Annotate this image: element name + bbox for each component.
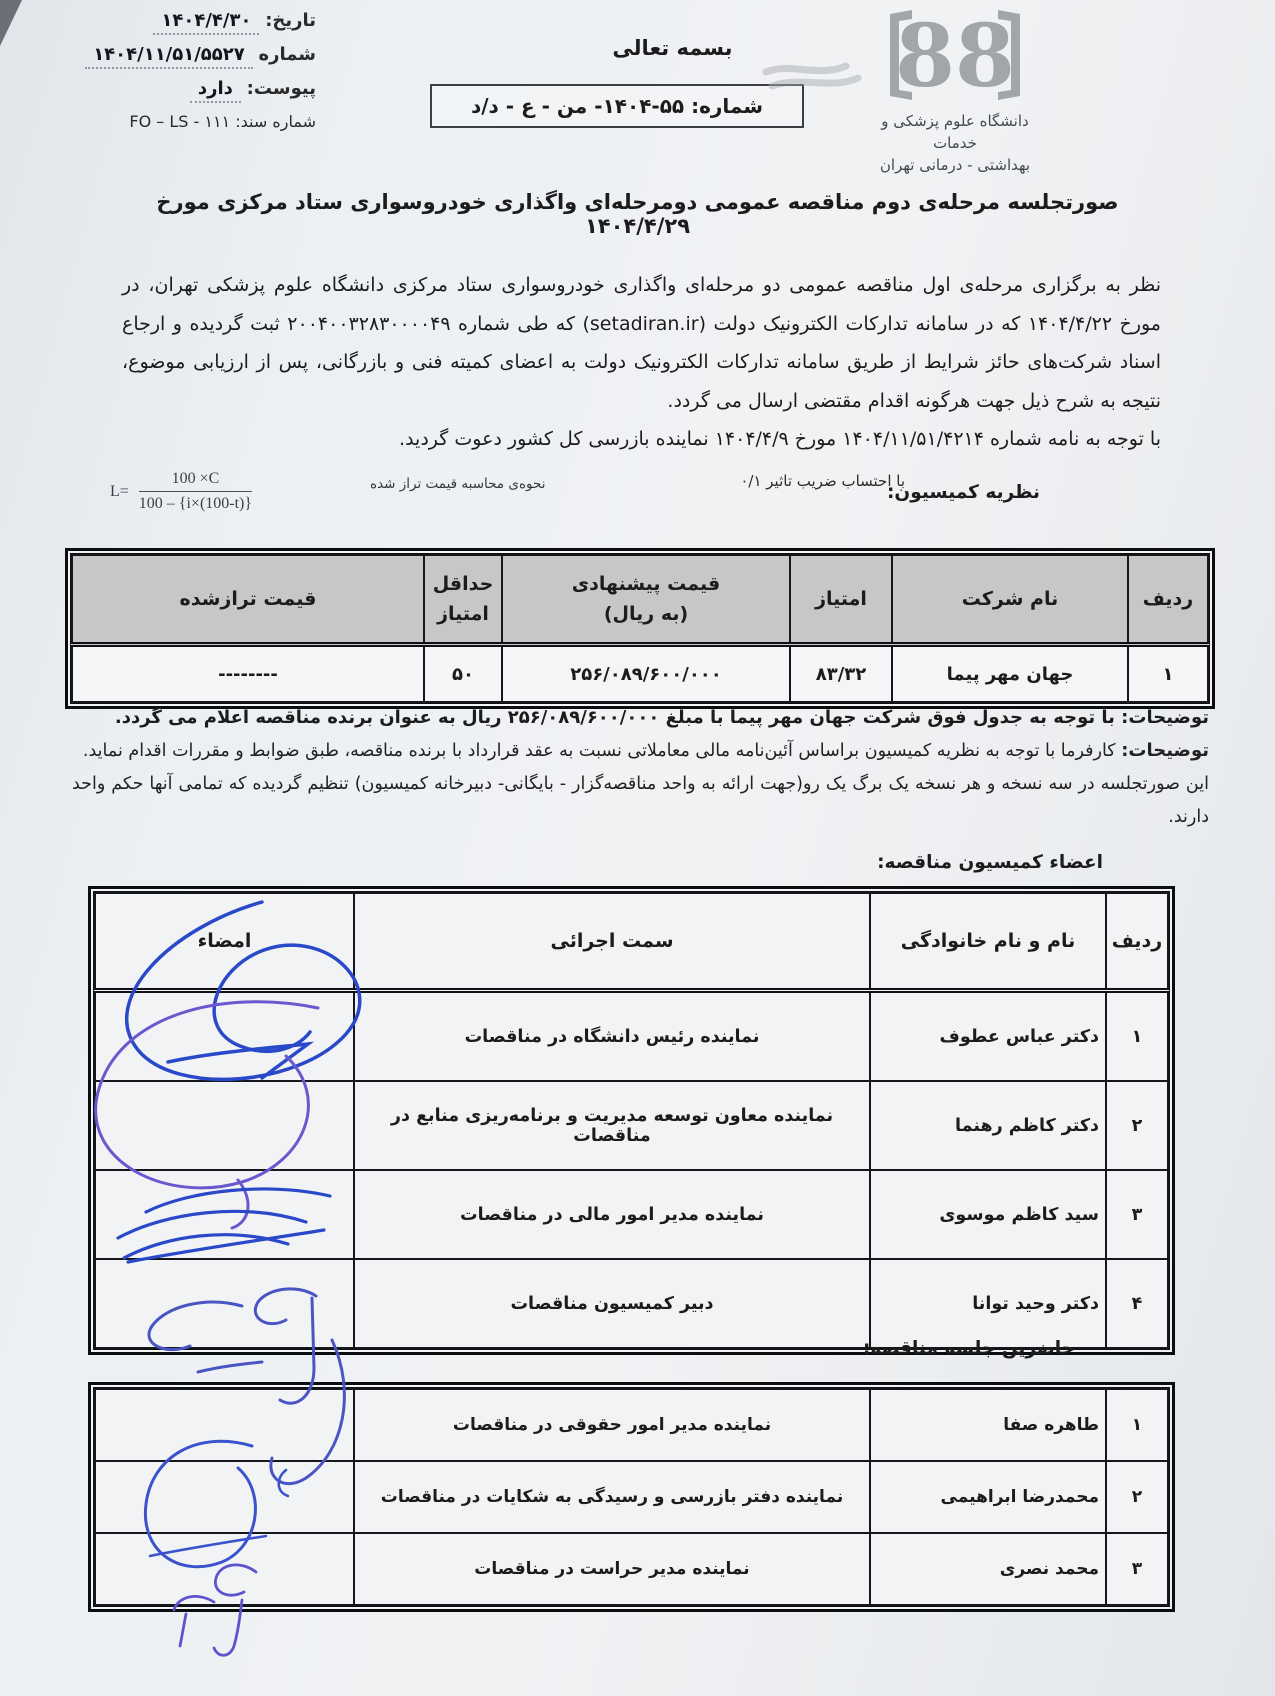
notes-block xyxy=(72,702,1209,834)
doc-number-label: شماره سند: xyxy=(235,112,316,131)
attendee-role: نماینده مدیر حراست در مناقصات xyxy=(354,1533,870,1605)
meta-date xyxy=(16,10,316,31)
attendee-role: نماینده دفتر بازرسی و رسیدگی به شکایات در مناقصات xyxy=(354,1461,870,1533)
formula-numerator: 100 ×C xyxy=(139,470,252,492)
member-row: ۱ دکتر عباس عطوف نماینده رئیس دانشگاه در مناقصات xyxy=(95,991,1168,1082)
member-row: ۲ دکتر کاظم رهنما نماینده معاون توسعه مدیریت و برنامه‌ریزی منابع در مناقصات xyxy=(95,1081,1168,1170)
members-table xyxy=(88,886,1175,1355)
member-signature-cell xyxy=(95,1259,354,1348)
member-signature-cell xyxy=(95,1170,354,1259)
university-header xyxy=(860,6,1050,176)
notes-line-2: توضیحات: کارفرما با توجه به نظریه کمیسیون براساس آئین‌نامه مالی معاملاتی نسبت به عقد قرارداد با برنده مناقصه، طبق ضوابط و مقررات اقدام نماید. xyxy=(82,740,1209,761)
svg-text:88: 88 xyxy=(895,6,1015,104)
attendee-signature-cell xyxy=(95,1533,354,1605)
letter-meta xyxy=(16,10,316,144)
letter-number-box xyxy=(430,84,804,128)
attendee-signature-cell xyxy=(95,1389,354,1461)
attendee-name: محمدرضا ابراهیمی xyxy=(870,1461,1106,1533)
university-name: دانشگاه علوم پزشکی و خدمات بهداشتی - درمانی تهران xyxy=(879,112,1031,174)
formula-fraction xyxy=(139,470,252,513)
bid-table-header-row xyxy=(72,555,1208,645)
bid-table xyxy=(65,548,1215,709)
attendee-signature-cell xyxy=(95,1461,354,1533)
member-signature-cell xyxy=(95,991,354,1082)
meta-doc-number xyxy=(16,112,316,131)
bid-adjusted-price: -------- xyxy=(72,645,424,703)
university-logo-icon xyxy=(880,6,1030,108)
body-paragraph-2: با توجه به نامه شماره ۱۴۰۴/۱۱/۵۱/۴۲۱۴ مورخ ۱۴۰۴/۴/۹ نماینده بازرسی کل کشور دعوت گردید. xyxy=(399,428,1161,450)
notes-line-3: این صورتجلسه در سه نسخه و هر نسخه یک برگ یک رو(جهت ارائه به واحد مناقصه‌گزار - بایگانی- دبیرخانه کمیسیون) تنظیم گردیده که تمامی آنها حکم واحد دارند. xyxy=(72,774,1209,827)
col-header-price: قیمت پیشنهادی (به ریال) xyxy=(502,555,790,645)
member-role: نماینده رئیس دانشگاه در مناقصات xyxy=(354,991,870,1082)
bid-table-row xyxy=(72,645,1208,703)
commission-opinion-label: نظریه کمیسیون: xyxy=(887,482,1040,503)
attendee-name: طاهره صفا xyxy=(870,1389,1106,1461)
date-label: تاریخ: xyxy=(265,10,316,31)
formula-note: نحوه‌ی محاسبه قیمت تراز شده xyxy=(370,476,546,492)
notes-line-2-label: توضیحات: xyxy=(1121,740,1209,761)
notes-line-1: توضیحات: با توجه به جدول فوق شرکت جهان مهر پیما با مبلغ ۲۵۶/۰۸۹/۶۰۰/۰۰۰ ریال به عنوان برنده مناقصه اعلام می گردد. xyxy=(114,707,1209,728)
member-role: نماینده مدیر امور مالی در مناقصات xyxy=(354,1170,870,1259)
members-header-row xyxy=(95,893,1168,991)
col-header-row: ردیف xyxy=(1128,555,1208,645)
formula-denominator: 100 – {i×(100-t)} xyxy=(138,495,253,512)
doc-number-value: FO – LS - ۱۱۱ xyxy=(129,112,231,131)
attendee-role: نماینده مدیر امور حقوقی در مناقصات xyxy=(354,1389,870,1461)
bid-min-score: ۵۰ xyxy=(424,645,502,703)
attachment-value: دارد xyxy=(190,78,241,103)
letter-number: شماره: ۵۵-۱۴۰۴- من - ع - د/د xyxy=(470,94,764,118)
bid-score: ۸۳/۳۲ xyxy=(790,645,892,703)
price-formula xyxy=(110,470,252,513)
member-row: ۴ دکتر وحید توانا دبیر کمیسیون مناقصات xyxy=(95,1259,1168,1348)
page-title: صورتجلسه مرحله‌ی دوم مناقصه عمومی دومرحله‌ای واگذاری خودروسواری ستاد مرکزی مورخ ۱۴۰۴/۴/۲۹ xyxy=(156,190,1119,238)
members-heading: اعضاء کمیسیون مناقصه: xyxy=(877,852,1103,873)
member-role: نماینده معاون توسعه مدیریت و برنامه‌ریزی منابع در مناقصات xyxy=(354,1081,870,1170)
col-header-company: نام شرکت xyxy=(892,555,1128,645)
member-name: دکتر عباس عطوف xyxy=(870,991,1106,1082)
meta-attachment xyxy=(16,78,316,99)
attendee-name: محمد نصری xyxy=(870,1533,1106,1605)
body-text xyxy=(122,266,1161,459)
members-col-role: سمت اجرائی xyxy=(354,893,870,991)
coefficient-note: با احتساب ضریب تاثیر ۰/۱ xyxy=(740,472,905,490)
bid-row-number: ۱ xyxy=(1128,645,1208,703)
member-signature-cell xyxy=(95,1081,354,1170)
col-header-min-score: حداقل امتیاز xyxy=(424,555,502,645)
members-col-name: نام و نام خانوادگی xyxy=(870,893,1106,991)
attendees-table xyxy=(88,1382,1175,1612)
member-name: دکتر وحید توانا xyxy=(870,1259,1106,1348)
date-value: ۱۴۰۴/۴/۳۰ xyxy=(153,10,259,35)
attendee-row: ۲ محمدرضا ابراهیمی نماینده دفتر بازرسی و رسیدگی به شکایات در مناقصات xyxy=(95,1461,1168,1533)
number-value: ۱۴۰۴/۱۱/۵۱/۵۵۲۷ xyxy=(85,44,253,69)
members-col-signature: امضاء xyxy=(95,893,354,991)
besmele: بسمه تعالی xyxy=(612,36,733,60)
member-name: دکتر کاظم رهنما xyxy=(870,1081,1106,1170)
member-name: سید کاظم موسوی xyxy=(870,1170,1106,1259)
number-label: شماره xyxy=(258,44,316,65)
bid-price: ۲۵۶/۰۸۹/۶۰۰/۰۰۰ xyxy=(502,645,790,703)
attendees-heading: حاضرین جلسه مناقصه: xyxy=(863,1338,1075,1359)
col-header-adjusted-price: قیمت ترازشده xyxy=(72,555,424,645)
member-role: دبیر کمیسیون مناقصات xyxy=(354,1259,870,1348)
attendee-row: ۳ محمد نصری نماینده مدیر حراست در مناقصات xyxy=(95,1533,1168,1605)
bid-company: جهان مهر پیما xyxy=(892,645,1128,703)
attachment-label: پیوست: xyxy=(246,78,316,99)
formula-lhs: L= xyxy=(110,482,129,500)
attendee-row: ۱ طاهره صفا نماینده مدیر امور حقوقی در مناقصات xyxy=(95,1389,1168,1461)
body-paragraph-1: نظر به برگزاری مرحله‌ی اول مناقصه عمومی دو مرحله‌ای واگذاری خودروسواری ستاد مرکزی دانشگاه علوم پزشکی تهران، در مورخ ۱۴۰۴/۴/۲۲ که در سامانه تدارکات الکترونیک دولت (setadiran.ir) که طی شماره ۲۰۰۴۰۰۳۲۸۳۰۰۰۰۴۹ ثبت گردیده و ارجاع اسناد شرکت‌های حائز شرایط از طریق سامانه تدارکات الکترونیک دولت به اعضای کمیته فنی و بازرگانی، پس از ارزیابی موضوع، نتیجه به شرح ذیل جهت هرگونه اقدام مقتضی ارسال می گردد. xyxy=(122,274,1161,412)
col-header-score: امتیاز xyxy=(790,555,892,645)
members-col-row: ردیف xyxy=(1106,893,1168,991)
member-row: ۳ سید کاظم موسوی نماینده مدیر امور مالی در مناقصات xyxy=(95,1170,1168,1259)
